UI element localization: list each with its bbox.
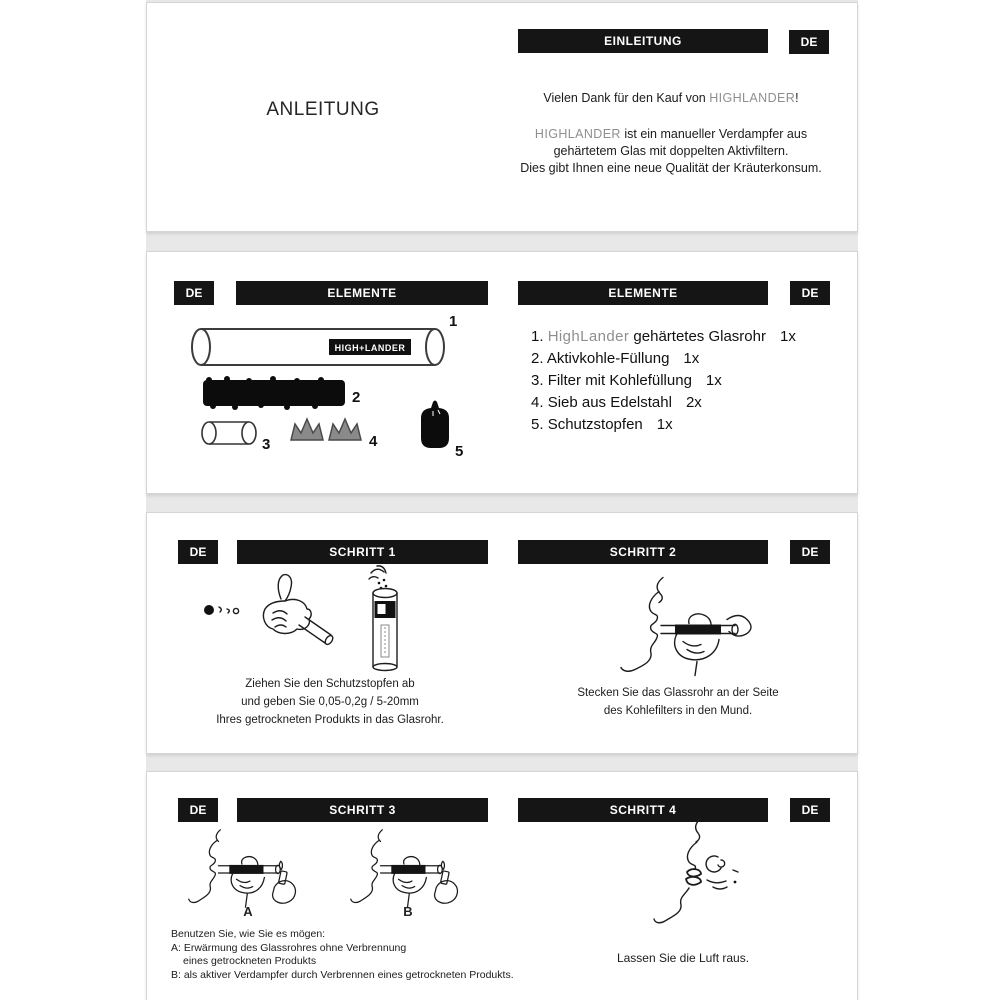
list-item: 1. HighLander gehärtetes Glasrohr 1x <box>531 328 796 345</box>
brand-name: HIGHLANDER <box>709 91 796 105</box>
face-exhaling-sketch <box>654 818 738 923</box>
section-header-elemente-right: ELEMENTE <box>518 281 768 305</box>
parts-list <box>531 326 796 436</box>
language-badge-de: DE <box>790 798 830 822</box>
section-header-elemente-left: ELEMENTE <box>236 281 488 305</box>
diagram-number-1: 1 <box>449 313 458 330</box>
panel-elemente <box>146 251 858 494</box>
list-item: 2. Aktivkohle-Füllung 1x <box>531 350 700 367</box>
language-badge-de: DE <box>789 30 829 54</box>
step4-caption: Lassen Sie die Luft raus. <box>616 951 750 965</box>
list-item: 4. Sieb aus Edelstahl 2x <box>531 394 702 411</box>
language-badge-de: DE <box>174 281 214 305</box>
stopper-pull-sketch <box>204 605 239 615</box>
quantity: 1x <box>705 372 722 389</box>
step2-caption: Stecken Sie das Glassrohr an der Seite des Kohlefilters in den Mund. <box>577 687 779 717</box>
quantity: 1x <box>683 350 700 367</box>
tube-brand-label: HIGH+LANDER <box>334 343 406 353</box>
quantity: 1x <box>780 328 796 345</box>
manual-page-column <box>146 0 858 1000</box>
quantity: 1x <box>656 416 673 433</box>
panel-schritt-1-2 <box>146 512 858 754</box>
parts-diagram <box>175 310 505 460</box>
step3-caption: Benutzen Sie, wie Sie es mögen: A: Erwärmung des Glassrohres ohne Verbrennung eines getrockneten Produkts B: als aktiver Verdampfer durch Verbrennen eines getrockneten Produkts. <box>171 928 514 981</box>
language-badge-de: DE <box>790 540 830 564</box>
intro-thanks-line: Vielen Dank für den Kauf von HIGHLANDER! <box>543 91 799 105</box>
variant-label-a: A <box>243 904 253 919</box>
diagram-number-5: 5 <box>455 443 464 460</box>
step2-illustration <box>577 573 797 678</box>
list-item: 5. Schutzstopfen 1x <box>531 416 673 433</box>
panel-schritt-3-4 <box>146 771 858 1000</box>
section-header-schritt1: SCHRITT 1 <box>237 540 488 564</box>
diagram-number-4: 4 <box>369 433 378 450</box>
filter-tube-diagram <box>202 422 256 444</box>
stopper-diagram <box>421 401 449 449</box>
step4-illustration <box>617 816 777 931</box>
section-header-schritt3: SCHRITT 3 <box>237 798 488 822</box>
hand-holding-tube-sketch <box>263 575 334 646</box>
language-badge-de: DE <box>790 281 830 305</box>
section-header-schritt4: SCHRITT 4 <box>518 798 768 822</box>
charcoal-band <box>675 625 721 635</box>
sieves-diagram <box>291 419 361 440</box>
step1-illustration <box>197 565 437 680</box>
step1-caption: Ziehen Sie den Schutzstopfen ab und geben Sie 0,05-0,2g / 5-20mm Ihres getrockneten Produkts in das Glasrohr. <box>216 678 444 726</box>
brand-name: HighLander <box>547 328 630 345</box>
page-title: ANLEITUNG <box>266 99 380 120</box>
brand-name: HIGHLANDER <box>534 127 621 141</box>
diagram-number-2: 2 <box>352 389 361 406</box>
charcoal-filling-diagram <box>203 376 345 410</box>
vertical-tube-fill-sketch <box>369 566 397 671</box>
section-header-schritt2: SCHRITT 2 <box>518 540 768 564</box>
variant-label-b: B <box>403 904 413 919</box>
diagram-number-3: 3 <box>262 436 271 453</box>
section-header-einleitung: EINLEITUNG <box>518 29 768 53</box>
language-badge-de: DE <box>178 798 218 822</box>
intro-paragraph: HIGHLANDER ist ein manueller Verdampfer aus gehärtetem Glas mit doppelten Aktivfiltern. Dies gibt Ihnen eine neue Qualität der Kräuterkonsum. <box>520 127 822 175</box>
quantity: 2x <box>685 394 702 411</box>
language-badge-de: DE <box>178 540 218 564</box>
panel-einleitung <box>146 2 858 232</box>
list-item: 3. Filter mit Kohlefüllung 1x <box>531 372 722 389</box>
